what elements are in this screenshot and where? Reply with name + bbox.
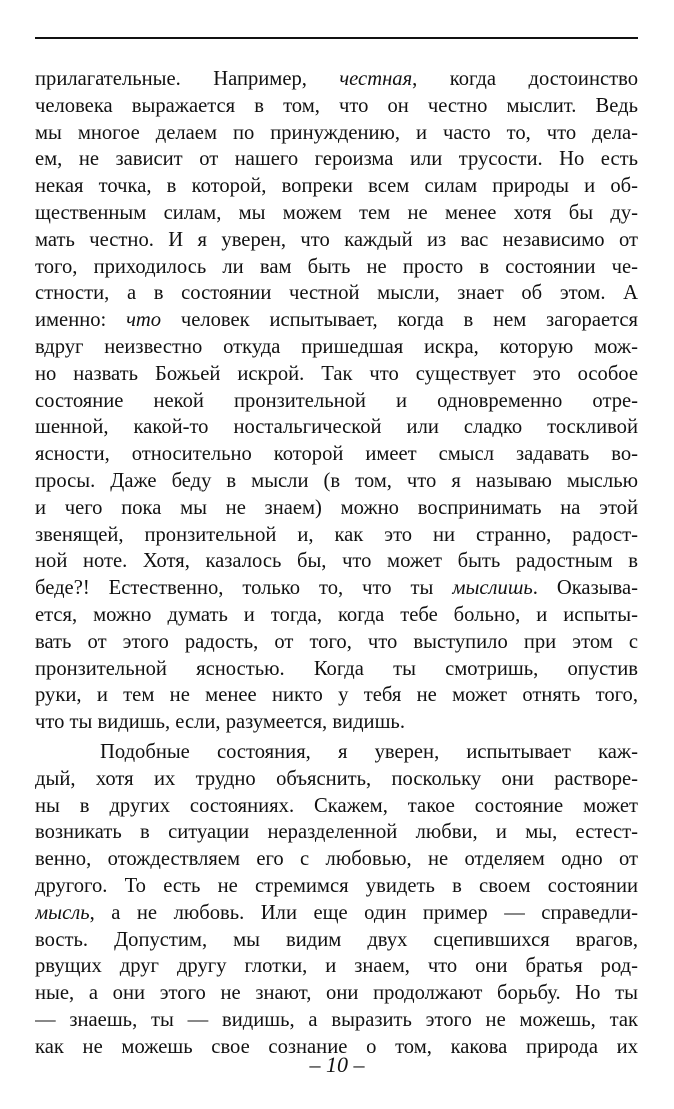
text-line: шенной, какой-то ностальгической или сладко тоскливой xyxy=(35,416,638,439)
text-line: пронзительной ясностью. Когда ты смотришь, опустив xyxy=(35,657,638,680)
text-line: мать честно. И я уверен, что каждый из вас независимо от xyxy=(35,228,638,251)
text-line: беде?! Естественно, только то, что ты мыслишь. Оказыва- xyxy=(35,577,638,600)
text-line: звенящей, пронзительной и, как это ни странно, радост- xyxy=(35,523,638,546)
text-line: стности, а в состоянии честной мысли, знает об этом. А xyxy=(35,282,638,305)
page-number: – 10 – xyxy=(309,1052,365,1077)
text-line: — знаешь, ты — видишь, а выразить этого не можешь, так xyxy=(35,1008,638,1031)
text-line: как не можешь свое сознание о том, какова природа их xyxy=(35,1035,638,1058)
text-line: вдруг неизвестно откуда пришедшая искра, которую мож- xyxy=(35,335,638,358)
text-line: ется, можно думать и тогда, когда тебе больно, и испыты- xyxy=(35,603,638,626)
text-line: мы многое делаем по принуждению, и часто то, что дела- xyxy=(35,121,638,144)
text-line: именно: что человек испытывает, когда в нем загорается xyxy=(35,309,638,332)
text-line: того, приходилось ли вам быть не просто в состоянии че- xyxy=(35,255,638,278)
text-line: мысль, а не любовь. Или еще один пример — справедли- xyxy=(35,901,638,924)
text-line: ем, не зависит от нашего героизма или трусости. Но есть xyxy=(35,148,638,171)
text-line: руки, и тем не менее никто у тебя не может отнять того, xyxy=(35,684,638,707)
text-line: ясности, относительно которой имеет смысл задавать во- xyxy=(35,443,638,466)
paragraph-1 xyxy=(35,66,638,736)
text-line: возникать в ситуации неразделенной любви, и мы, естест- xyxy=(35,821,638,844)
text-line: прилагательные. Например, честная, когда достоинство xyxy=(35,68,638,90)
header-rule xyxy=(35,37,638,39)
paragraph-2 xyxy=(35,739,638,1061)
text-line: но назвать Божьей искрой. Так что существует это особое xyxy=(35,362,638,385)
text-line: человека выражается в том, что он честно мыслит. Ведь xyxy=(35,94,638,117)
text-line: некая точка, в которой, вопреки всем силам природы и об- xyxy=(35,175,638,198)
text-line: и чего пока мы не знаем) можно воспринимать на этой xyxy=(35,496,638,519)
text-line: другого. То есть не стремимся увидеть в своем состоянии xyxy=(35,874,638,897)
text-line: вость. Допустим, мы видим двух сцепившихся врагов, xyxy=(35,928,638,951)
text-line: состояние некой пронзительной и одновременно отре- xyxy=(35,389,638,412)
text-line: рвущих друг другу глотки, и знаем, что они братья род- xyxy=(35,955,638,978)
text-line: ные, а они этого не знают, они продолжают борьбу. Но ты xyxy=(35,982,638,1005)
text-line: ны в других состояниях. Скажем, такое состояние может xyxy=(35,794,638,817)
body-text xyxy=(35,66,638,1060)
text-line: венно, отождествляем его с любовью, не отделяем одно от xyxy=(35,848,638,871)
text-line: Подобные состояния, я уверен, испытывает каж- xyxy=(100,740,638,763)
text-line: щественным силам, мы можем тем не менее хотя бы ду- xyxy=(35,201,638,224)
text-line: дый, хотя их трудно объяснить, поскольку они растворе- xyxy=(35,767,638,790)
text-line: что ты видишь, если, разумеется, видишь. xyxy=(35,711,405,734)
text-line: вать от этого радость, от того, что выступило при этом с xyxy=(35,630,638,653)
text-line: просы. Даже беду в мысли (в том, что я называю мыслью xyxy=(35,469,638,492)
text-line: ной ноте. Хотя, казалось бы, что может быть радостным в xyxy=(35,550,638,573)
